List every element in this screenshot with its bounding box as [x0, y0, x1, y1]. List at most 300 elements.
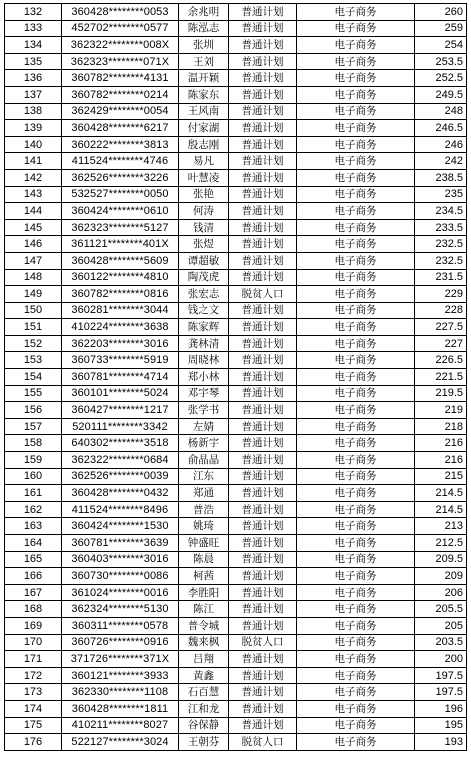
- row-number-cell: 154: [5, 369, 62, 386]
- student-name-cell: 黄鑫: [179, 667, 229, 684]
- table-row: [5, 535, 467, 552]
- score-cell: 216: [415, 435, 467, 452]
- table-row: [5, 4, 467, 21]
- student-name-cell: 普令城: [179, 617, 229, 634]
- score-cell: 219: [415, 402, 467, 419]
- plan-type-cell: 普通计划: [229, 402, 297, 419]
- table-row: [5, 452, 467, 469]
- student-name-cell: 王朝芬: [179, 734, 229, 751]
- id-number-cell: 360403********3016: [62, 551, 179, 568]
- plan-type-cell: 普通计划: [229, 203, 297, 220]
- id-number-cell: 532527********0050: [62, 186, 179, 203]
- table-row: [5, 584, 467, 601]
- id-number-cell: 360121********3933: [62, 667, 179, 684]
- plan-type-cell: 普通计划: [229, 684, 297, 701]
- row-number-cell: 166: [5, 568, 62, 585]
- plan-type-cell: 脱贫人口: [229, 286, 297, 303]
- id-number-cell: 362203********3016: [62, 335, 179, 352]
- plan-type-cell: 脱贫人口: [229, 634, 297, 651]
- row-number-cell: 138: [5, 103, 62, 120]
- plan-type-cell: 普通计划: [229, 452, 297, 469]
- row-number-cell: 162: [5, 501, 62, 518]
- row-number-cell: 146: [5, 236, 62, 253]
- plan-type-cell: 普通计划: [229, 103, 297, 120]
- id-number-cell: 640302********3518: [62, 435, 179, 452]
- student-name-cell: 易凡: [179, 153, 229, 170]
- table-row: [5, 169, 467, 186]
- score-cell: 197.5: [415, 667, 467, 684]
- major-name-cell: 电子商务: [297, 485, 415, 502]
- id-number-cell: 362324********5130: [62, 601, 179, 618]
- major-name-cell: 电子商务: [297, 369, 415, 386]
- student-name-cell: 李胜阳: [179, 584, 229, 601]
- student-name-cell: 龚林清: [179, 335, 229, 352]
- table-row: [5, 319, 467, 336]
- id-number-cell: 360781********3639: [62, 535, 179, 552]
- major-name-cell: 电子商务: [297, 584, 415, 601]
- major-name-cell: 电子商务: [297, 352, 415, 369]
- student-name-cell: 周晓林: [179, 352, 229, 369]
- student-name-cell: 江东: [179, 468, 229, 485]
- score-cell: 205.5: [415, 601, 467, 618]
- id-number-cell: 360311********0578: [62, 617, 179, 634]
- major-name-cell: 电子商务: [297, 120, 415, 137]
- row-number-cell: 142: [5, 169, 62, 186]
- student-name-cell: 张宏志: [179, 286, 229, 303]
- row-number-cell: 172: [5, 667, 62, 684]
- table-row: [5, 518, 467, 535]
- id-number-cell: 360428********5609: [62, 252, 179, 269]
- major-name-cell: 电子商务: [297, 617, 415, 634]
- major-name-cell: 电子商务: [297, 169, 415, 186]
- score-cell: 219.5: [415, 385, 467, 402]
- score-cell: 227.5: [415, 319, 467, 336]
- student-name-cell: 石百慧: [179, 684, 229, 701]
- plan-type-cell: 普通计划: [229, 70, 297, 87]
- score-cell: 233.5: [415, 219, 467, 236]
- score-cell: 252.5: [415, 70, 467, 87]
- student-name-cell: 付家湖: [179, 120, 229, 137]
- score-cell: 232.5: [415, 236, 467, 253]
- major-name-cell: 电子商务: [297, 136, 415, 153]
- plan-type-cell: 普通计划: [229, 4, 297, 21]
- plan-type-cell: 普通计划: [229, 335, 297, 352]
- major-name-cell: 电子商务: [297, 734, 415, 751]
- table-row: [5, 468, 467, 485]
- student-name-cell: 魏来枫: [179, 634, 229, 651]
- student-name-cell: 谷保静: [179, 717, 229, 734]
- row-number-cell: 171: [5, 651, 62, 668]
- table-row: [5, 435, 467, 452]
- student-name-cell: 郑通: [179, 485, 229, 502]
- id-number-cell: 360782********4131: [62, 70, 179, 87]
- table-row: [5, 53, 467, 70]
- major-name-cell: 电子商务: [297, 385, 415, 402]
- score-cell: 234.5: [415, 203, 467, 220]
- row-number-cell: 159: [5, 452, 62, 469]
- major-name-cell: 电子商务: [297, 551, 415, 568]
- table-row: [5, 286, 467, 303]
- id-number-cell: 410211********8027: [62, 717, 179, 734]
- student-name-cell: 王风南: [179, 103, 229, 120]
- table-row: [5, 352, 467, 369]
- student-name-cell: 江和龙: [179, 700, 229, 717]
- plan-type-cell: 普通计划: [229, 568, 297, 585]
- id-number-cell: 360781********4714: [62, 369, 179, 386]
- plan-type-cell: 普通计划: [229, 651, 297, 668]
- row-number-cell: 160: [5, 468, 62, 485]
- row-number-cell: 158: [5, 435, 62, 452]
- student-name-cell: 陶茂虎: [179, 269, 229, 286]
- plan-type-cell: 普通计划: [229, 584, 297, 601]
- id-number-cell: 362330********1108: [62, 684, 179, 701]
- major-name-cell: 电子商务: [297, 4, 415, 21]
- score-cell: 200: [415, 651, 467, 668]
- student-name-cell: 钟盛旺: [179, 535, 229, 552]
- id-number-cell: 361121********401X: [62, 236, 179, 253]
- score-cell: 212.5: [415, 535, 467, 552]
- major-name-cell: 电子商务: [297, 452, 415, 469]
- id-number-cell: 360222********3813: [62, 136, 179, 153]
- score-cell: 195: [415, 717, 467, 734]
- row-number-cell: 151: [5, 319, 62, 336]
- plan-type-cell: 普通计划: [229, 219, 297, 236]
- score-cell: 221.5: [415, 369, 467, 386]
- row-number-cell: 148: [5, 269, 62, 286]
- major-name-cell: 电子商务: [297, 402, 415, 419]
- row-number-cell: 144: [5, 203, 62, 220]
- table-row: [5, 684, 467, 701]
- score-cell: 206: [415, 584, 467, 601]
- id-number-cell: 360428********0432: [62, 485, 179, 502]
- row-number-cell: 165: [5, 551, 62, 568]
- admission-roster-table: [4, 3, 467, 751]
- row-number-cell: 176: [5, 734, 62, 751]
- id-number-cell: 362323********071X: [62, 53, 179, 70]
- major-name-cell: 电子商务: [297, 219, 415, 236]
- score-cell: 249.5: [415, 86, 467, 103]
- id-number-cell: 360428********6217: [62, 120, 179, 137]
- plan-type-cell: 普通计划: [229, 186, 297, 203]
- table-row: [5, 734, 467, 751]
- score-cell: 216: [415, 452, 467, 469]
- table-row: [5, 219, 467, 236]
- table-row: [5, 485, 467, 502]
- student-name-cell: 郑小林: [179, 369, 229, 386]
- major-name-cell: 电子商务: [297, 700, 415, 717]
- major-name-cell: 电子商务: [297, 634, 415, 651]
- student-name-cell: 张艳: [179, 186, 229, 203]
- major-name-cell: 电子商务: [297, 717, 415, 734]
- plan-type-cell: 普通计划: [229, 86, 297, 103]
- major-name-cell: 电子商务: [297, 518, 415, 535]
- score-cell: 218: [415, 418, 467, 435]
- plan-type-cell: 普通计划: [229, 252, 297, 269]
- score-cell: 227: [415, 335, 467, 352]
- plan-type-cell: 普通计划: [229, 501, 297, 518]
- plan-type-cell: 普通计划: [229, 319, 297, 336]
- major-name-cell: 电子商务: [297, 53, 415, 70]
- id-number-cell: 360122********4810: [62, 269, 179, 286]
- student-name-cell: 吕翔: [179, 651, 229, 668]
- score-cell: 254: [415, 37, 467, 54]
- major-name-cell: 电子商务: [297, 651, 415, 668]
- table-row: [5, 103, 467, 120]
- row-number-cell: 168: [5, 601, 62, 618]
- id-number-cell: 360427********1217: [62, 402, 179, 419]
- major-name-cell: 电子商务: [297, 37, 415, 54]
- id-number-cell: 362322********008X: [62, 37, 179, 54]
- id-number-cell: 522127********3024: [62, 734, 179, 751]
- student-name-cell: 何涛: [179, 203, 229, 220]
- table-row: [5, 617, 467, 634]
- table-row: [5, 551, 467, 568]
- row-number-cell: 169: [5, 617, 62, 634]
- id-number-cell: 360101********5024: [62, 385, 179, 402]
- major-name-cell: 电子商务: [297, 568, 415, 585]
- table-row: [5, 667, 467, 684]
- row-number-cell: 134: [5, 37, 62, 54]
- major-name-cell: 电子商务: [297, 20, 415, 37]
- score-cell: 248: [415, 103, 467, 120]
- score-cell: 246: [415, 136, 467, 153]
- row-number-cell: 164: [5, 535, 62, 552]
- id-number-cell: 410224********3638: [62, 319, 179, 336]
- id-number-cell: 362322********0684: [62, 452, 179, 469]
- plan-type-cell: 普通计划: [229, 535, 297, 552]
- row-number-cell: 145: [5, 219, 62, 236]
- table-row: [5, 269, 467, 286]
- student-name-cell: 陈江: [179, 601, 229, 618]
- major-name-cell: 电子商务: [297, 203, 415, 220]
- table-row: [5, 418, 467, 435]
- major-name-cell: 电子商务: [297, 335, 415, 352]
- row-number-cell: 174: [5, 700, 62, 717]
- plan-type-cell: 普通计划: [229, 169, 297, 186]
- plan-type-cell: 普通计划: [229, 269, 297, 286]
- student-name-cell: 俞晶晶: [179, 452, 229, 469]
- table-row: [5, 501, 467, 518]
- score-cell: 196: [415, 700, 467, 717]
- score-cell: 193: [415, 734, 467, 751]
- row-number-cell: 140: [5, 136, 62, 153]
- major-name-cell: 电子商务: [297, 186, 415, 203]
- score-cell: 197.5: [415, 684, 467, 701]
- plan-type-cell: 普通计划: [229, 418, 297, 435]
- student-name-cell: 张圳: [179, 37, 229, 54]
- id-number-cell: 362526********0039: [62, 468, 179, 485]
- student-name-cell: 王刘: [179, 53, 229, 70]
- id-number-cell: 362429********0054: [62, 103, 179, 120]
- id-number-cell: 360782********0816: [62, 286, 179, 303]
- table-row: [5, 252, 467, 269]
- row-number-cell: 157: [5, 418, 62, 435]
- table-row: [5, 369, 467, 386]
- row-number-cell: 139: [5, 120, 62, 137]
- major-name-cell: 电子商务: [297, 70, 415, 87]
- row-number-cell: 170: [5, 634, 62, 651]
- roster-body: [5, 4, 467, 751]
- major-name-cell: 电子商务: [297, 435, 415, 452]
- row-number-cell: 150: [5, 302, 62, 319]
- plan-type-cell: 普通计划: [229, 518, 297, 535]
- table-row: [5, 136, 467, 153]
- plan-type-cell: 普通计划: [229, 617, 297, 634]
- row-number-cell: 153: [5, 352, 62, 369]
- student-name-cell: 钱清: [179, 219, 229, 236]
- score-cell: 226.5: [415, 352, 467, 369]
- row-number-cell: 156: [5, 402, 62, 419]
- table-row: [5, 335, 467, 352]
- table-row: [5, 402, 467, 419]
- score-cell: 260: [415, 4, 467, 21]
- plan-type-cell: 普通计划: [229, 352, 297, 369]
- plan-type-cell: 普通计划: [229, 385, 297, 402]
- plan-type-cell: 普通计划: [229, 302, 297, 319]
- score-cell: 214.5: [415, 485, 467, 502]
- table-row: [5, 70, 467, 87]
- id-number-cell: 360782********0214: [62, 86, 179, 103]
- score-cell: 209.5: [415, 551, 467, 568]
- major-name-cell: 电子商务: [297, 319, 415, 336]
- plan-type-cell: 普通计划: [229, 120, 297, 137]
- row-number-cell: 163: [5, 518, 62, 535]
- score-cell: 231.5: [415, 269, 467, 286]
- row-number-cell: 141: [5, 153, 62, 170]
- id-number-cell: 520111********3342: [62, 418, 179, 435]
- plan-type-cell: 普通计划: [229, 153, 297, 170]
- id-number-cell: 362526********3226: [62, 169, 179, 186]
- id-number-cell: 371726********371X: [62, 651, 179, 668]
- major-name-cell: 电子商务: [297, 684, 415, 701]
- major-name-cell: 电子商务: [297, 501, 415, 518]
- id-number-cell: 411524********4746: [62, 153, 179, 170]
- row-number-cell: 143: [5, 186, 62, 203]
- major-name-cell: 电子商务: [297, 302, 415, 319]
- table-row: [5, 568, 467, 585]
- table-row: [5, 634, 467, 651]
- student-name-cell: 张学书: [179, 402, 229, 419]
- id-number-cell: 360428********1811: [62, 700, 179, 717]
- row-number-cell: 135: [5, 53, 62, 70]
- score-cell: 203.5: [415, 634, 467, 651]
- major-name-cell: 电子商务: [297, 286, 415, 303]
- plan-type-cell: 普通计划: [229, 136, 297, 153]
- table-row: [5, 700, 467, 717]
- major-name-cell: 电子商务: [297, 103, 415, 120]
- score-cell: 228: [415, 302, 467, 319]
- score-cell: 215: [415, 468, 467, 485]
- student-name-cell: 谭超敏: [179, 252, 229, 269]
- id-number-cell: 452702********0577: [62, 20, 179, 37]
- major-name-cell: 电子商务: [297, 418, 415, 435]
- student-name-cell: 温开颖: [179, 70, 229, 87]
- plan-type-cell: 普通计划: [229, 667, 297, 684]
- major-name-cell: 电子商务: [297, 86, 415, 103]
- id-number-cell: 360424********0610: [62, 203, 179, 220]
- id-number-cell: 360424********1530: [62, 518, 179, 535]
- row-number-cell: 147: [5, 252, 62, 269]
- plan-type-cell: 普通计划: [229, 435, 297, 452]
- score-cell: 235: [415, 186, 467, 203]
- id-number-cell: 360730********0086: [62, 568, 179, 585]
- score-cell: 259: [415, 20, 467, 37]
- row-number-cell: 137: [5, 86, 62, 103]
- score-cell: 214.5: [415, 501, 467, 518]
- table-row: [5, 120, 467, 137]
- plan-type-cell: 普通计划: [229, 20, 297, 37]
- student-name-cell: 姚琦: [179, 518, 229, 535]
- plan-type-cell: 普通计划: [229, 236, 297, 253]
- score-cell: 232.5: [415, 252, 467, 269]
- student-name-cell: 左婧: [179, 418, 229, 435]
- student-name-cell: 柯茜: [179, 568, 229, 585]
- table-row: [5, 86, 467, 103]
- score-cell: 213: [415, 518, 467, 535]
- table-row: [5, 186, 467, 203]
- major-name-cell: 电子商务: [297, 236, 415, 253]
- row-number-cell: 161: [5, 485, 62, 502]
- table-row: [5, 37, 467, 54]
- major-name-cell: 电子商务: [297, 153, 415, 170]
- score-cell: 205: [415, 617, 467, 634]
- row-number-cell: 136: [5, 70, 62, 87]
- row-number-cell: 152: [5, 335, 62, 352]
- major-name-cell: 电子商务: [297, 601, 415, 618]
- id-number-cell: 362323********5127: [62, 219, 179, 236]
- table-row: [5, 236, 467, 253]
- score-cell: 209: [415, 568, 467, 585]
- table-row: [5, 651, 467, 668]
- student-name-cell: 陈泓志: [179, 20, 229, 37]
- table-row: [5, 385, 467, 402]
- major-name-cell: 电子商务: [297, 269, 415, 286]
- row-number-cell: 132: [5, 4, 62, 21]
- plan-type-cell: 脱贫人口: [229, 734, 297, 751]
- student-name-cell: 杨新宇: [179, 435, 229, 452]
- major-name-cell: 电子商务: [297, 535, 415, 552]
- student-name-cell: 余兆明: [179, 4, 229, 21]
- score-cell: 242: [415, 153, 467, 170]
- major-name-cell: 电子商务: [297, 252, 415, 269]
- id-number-cell: 361024********0016: [62, 584, 179, 601]
- student-name-cell: 陈晨: [179, 551, 229, 568]
- student-name-cell: 钱之文: [179, 302, 229, 319]
- table-row: [5, 302, 467, 319]
- student-name-cell: 陈家辉: [179, 319, 229, 336]
- student-name-cell: 叶慧凌: [179, 169, 229, 186]
- table-row: [5, 20, 467, 37]
- id-number-cell: 360428********0053: [62, 4, 179, 21]
- row-number-cell: 133: [5, 20, 62, 37]
- major-name-cell: 电子商务: [297, 667, 415, 684]
- student-name-cell: 张煜: [179, 236, 229, 253]
- student-name-cell: 陈家东: [179, 86, 229, 103]
- student-name-cell: 邓宇琴: [179, 385, 229, 402]
- table-row: [5, 203, 467, 220]
- score-cell: 229: [415, 286, 467, 303]
- plan-type-cell: 普通计划: [229, 53, 297, 70]
- id-number-cell: 360281********3044: [62, 302, 179, 319]
- score-cell: 238.5: [415, 169, 467, 186]
- table-row: [5, 601, 467, 618]
- plan-type-cell: 普通计划: [229, 601, 297, 618]
- major-name-cell: 电子商务: [297, 468, 415, 485]
- id-number-cell: 360726********0916: [62, 634, 179, 651]
- row-number-cell: 175: [5, 717, 62, 734]
- plan-type-cell: 普通计划: [229, 37, 297, 54]
- plan-type-cell: 普通计划: [229, 485, 297, 502]
